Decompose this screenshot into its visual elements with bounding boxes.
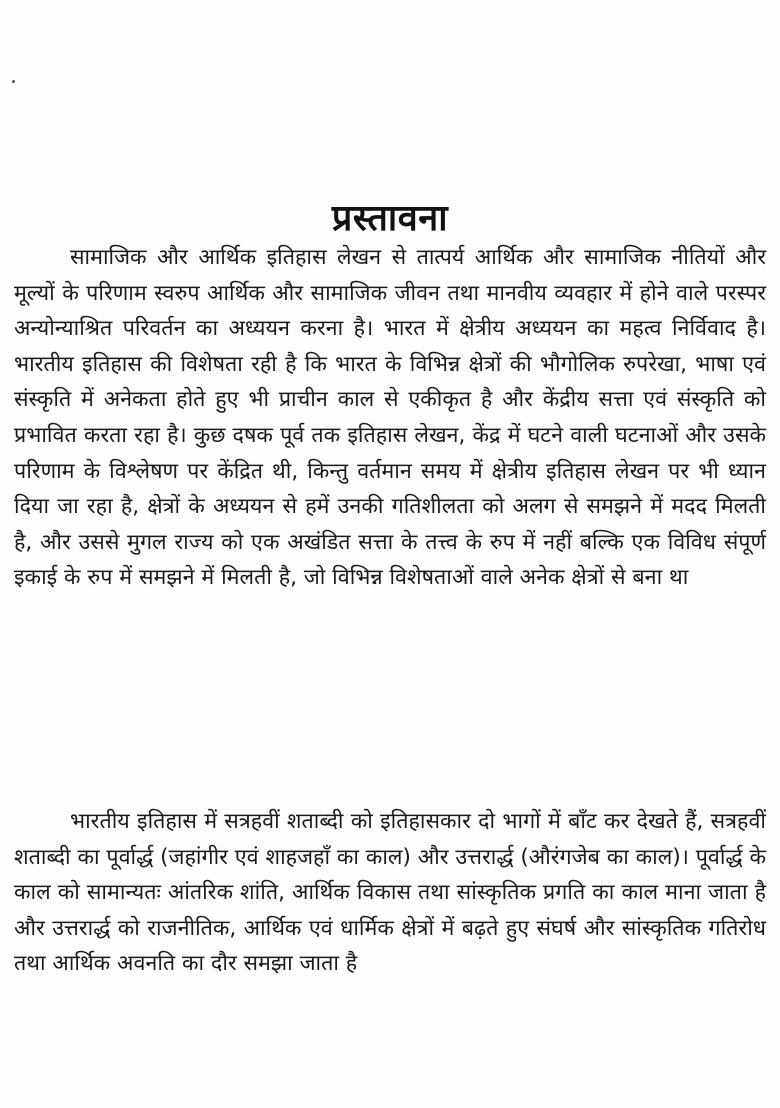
paragraph-2: भारतीय इतिहास में सत्रहवीं शताब्दी को इतिहासकार दो भागों में बाँट कर देखते हैं, सत्रहवीं शताब्दी का पूर्वार्द्ध (जहांगीर एवं शाहजहाँ का काल) और उत्तरार्द्ध (औरंगजेब का काल)। पूर्वार्द्ध के काल को सामान्यतः आंतरिक शांति, आर्थिक विकास तथा सांस्कृतिक प्रगति का काल माना जाता है और उत्तरार्द्ध को राजनीतिक, आर्थिक एवं धार्मिक क्षेत्रों में बढ़ते हुए संघर्ष और सांस्कृतिक गतिरोध तथा आर्थिक अवनति का दौर समझा जाता है <box>14 809 766 977</box>
page-title: प्रस्तावना <box>331 198 449 240</box>
scan-speck <box>12 80 15 83</box>
paragraph-1: सामाजिक और आर्थिक इतिहास लेखन से तात्पर्य आर्थिक और सामाजिक नीतियों और मूल्यों के परिणाम स्वरुप आर्थिक और सामाजिक जीवन तथा मानवीय व्यवहार में होने वाले परस्पर अन्योन्याश्रित परिवर्तन का अध्ययन करना है। भारत में क्षेत्रीय अध्ययन का महत्व निर्विवाद है। भारतीय इतिहास की विशेषता रही है कि भारत के विभिन्न क्षेत्रों की भौगोलिक रुपरेखा, भाषा एवं संस्कृति में अनेकता होते हुए भी प्राचीन काल से एकीकृत है और केंद्रीय सत्ता एवं संस्कृति को प्रभावित करता रहा है। कुछ दषक पूर्व तक इतिहास लेखन, केंद्र में घटने वाली घटनाओं और उसके परिणाम के विश्लेषण पर केंद्रित थी, किन्तु वर्तमान समय में क्षेत्रीय इतिहास लेखन पर भी ध्यान दिया जा रहा है, क्षेत्रों के अध्ययन से हमें उनकी गतिशीलता को अलग से समझने में मदद मिलती है, और उससे मुगल राज्य को एक अखंडित सत्ता के तत्त्व के रुप में नहीं बल्कि एक विविध संपूर्ण इकाई के रुप में समझने में मिलती है, जो विभिन्न विशेषताओं वाले अनेक क्षेत्रों से बना था <box>14 245 766 591</box>
